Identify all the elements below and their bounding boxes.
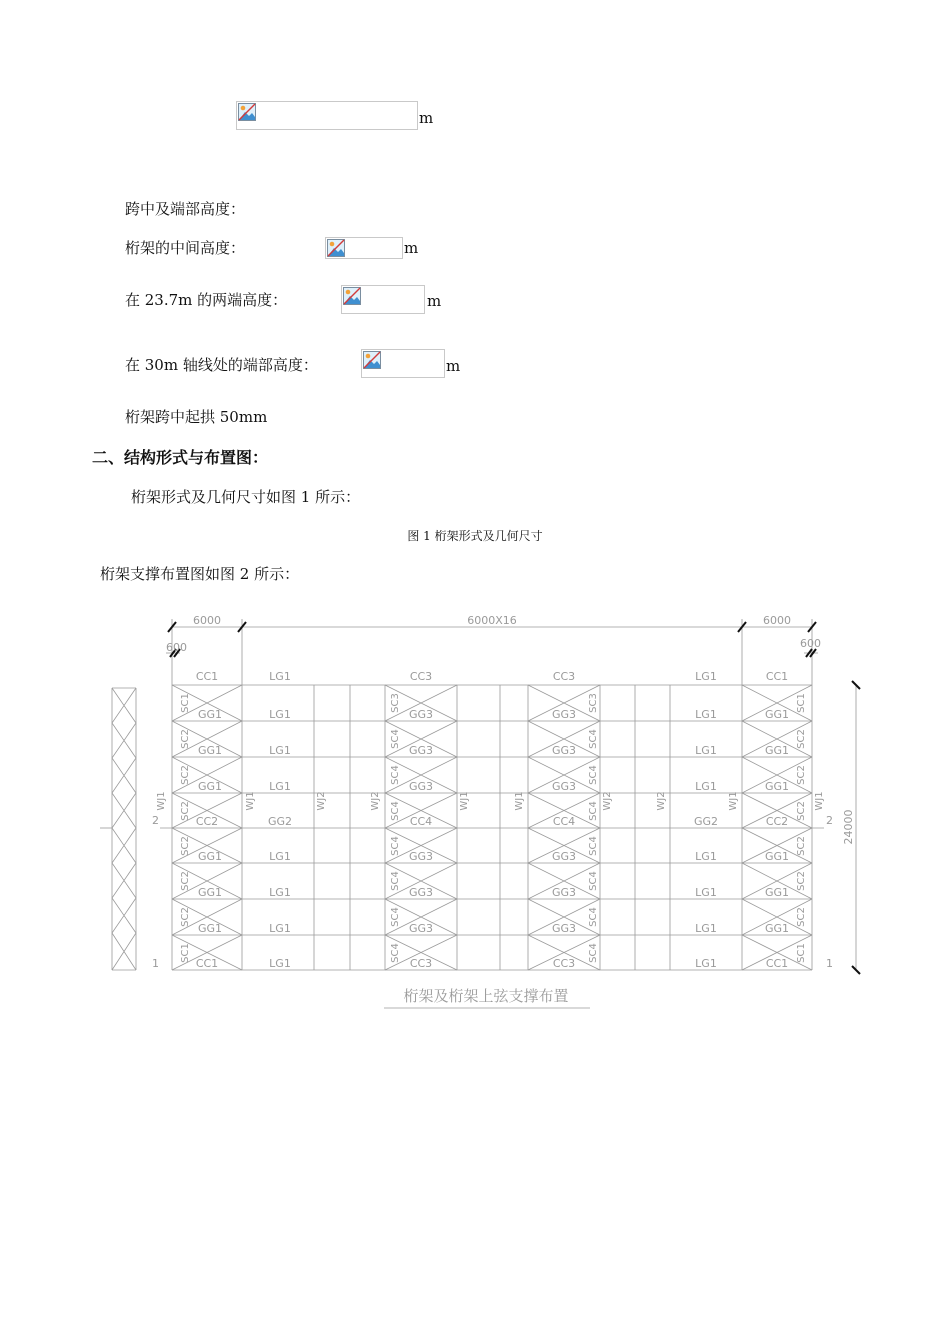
dim-small-right-text: 600 (800, 637, 821, 650)
heights-heading: 跨中及端部高度： (125, 200, 246, 218)
dim-right-text: 6000 (763, 614, 791, 627)
truss-label: WJ2 (602, 791, 613, 811)
side-label: SC2 (796, 729, 807, 749)
row-label: GG1 (197, 744, 223, 757)
bottom-label: CC1 (765, 957, 789, 970)
row-label: LG1 (695, 922, 717, 935)
side-label: SC4 (390, 943, 401, 963)
row-label: LG1 (269, 850, 291, 863)
dim-middle-text: 6000X16 (467, 614, 517, 627)
row-label: GG3 (551, 780, 577, 793)
side-label: SC4 (588, 907, 599, 927)
row-label: GG1 (764, 780, 790, 793)
truss-label: WJ2 (370, 791, 381, 811)
side-label: SC4 (390, 907, 401, 927)
top-label: CC3 (409, 670, 433, 683)
mid-label: GG2 (693, 815, 719, 828)
dim-small-left-text: 600 (166, 641, 187, 654)
side-label: SC4 (390, 871, 401, 891)
truss-label: WJ2 (656, 791, 667, 811)
side-label: SC4 (588, 871, 599, 891)
row-label: LG1 (269, 744, 291, 757)
side-label: SC1 (796, 943, 807, 963)
camber-text: 桁架跨中起拱 50mm (125, 408, 268, 426)
row-label: GG1 (764, 922, 790, 935)
row-label: GG3 (551, 744, 577, 757)
figure1-caption: 图 1 桁架形式及几何尺寸 (407, 529, 543, 543)
row-label: GG3 (408, 744, 434, 757)
side-label: SC2 (180, 765, 191, 785)
side-label: SC4 (390, 801, 401, 821)
side-label: SC3 (588, 693, 599, 713)
axis-2-right: 2 (826, 814, 833, 827)
row-label: GG1 (764, 886, 790, 899)
dim-vertical-text: 24000 (842, 809, 855, 845)
row-label: GG1 (197, 886, 223, 899)
row-label: GG3 (408, 850, 434, 863)
side-label: SC2 (180, 907, 191, 927)
mid-height-unit: m (404, 239, 419, 257)
side-label: SC2 (796, 836, 807, 856)
bottom-label: LG1 (695, 957, 717, 970)
end-height-23-label: 在 23.7m 的两端高度： (125, 291, 288, 309)
side-label: SC3 (390, 693, 401, 713)
truss-label: WJ1 (459, 791, 470, 811)
row-label: GG1 (197, 708, 223, 721)
side-label: SC2 (180, 801, 191, 821)
broken-image-icon (343, 287, 361, 305)
bottom-label: CC3 (409, 957, 433, 970)
end-height-30-image (361, 349, 445, 378)
mid-height-label: 桁架的中间高度： (125, 239, 246, 257)
mid-height-image (325, 237, 403, 259)
section-heading: 二、结构形式与布置图： (92, 448, 269, 467)
drawing-title: 桁架及桁架上弦支撑布置 (403, 987, 569, 1005)
row-label: LG1 (269, 708, 291, 721)
truss-label: WJ1 (156, 791, 167, 811)
bracing-layout-drawing (100, 605, 870, 1015)
row-label: LG1 (695, 780, 717, 793)
mid-label: CC4 (409, 815, 433, 828)
row-label: GG1 (764, 708, 790, 721)
truss-form-text: 桁架形式及几何尺寸如图 1 所示： (131, 488, 361, 506)
side-label: SC4 (390, 765, 401, 785)
row-label: GG3 (551, 922, 577, 935)
bottom-label: CC1 (195, 957, 219, 970)
side-label: SC4 (588, 765, 599, 785)
side-label: SC4 (588, 729, 599, 749)
truss-label: WJ1 (245, 791, 256, 811)
truss-label: WJ2 (316, 791, 327, 811)
row-label: LG1 (695, 886, 717, 899)
top-label: CC1 (765, 670, 789, 683)
row-label: GG3 (408, 708, 434, 721)
axis-1-left: 1 (152, 957, 159, 970)
row-label: GG1 (764, 744, 790, 757)
truss-label: WJ1 (728, 791, 739, 811)
side-label: SC1 (180, 943, 191, 963)
broken-image-icon (327, 239, 345, 257)
truss-label: WJ1 (514, 791, 525, 811)
mid-label: CC4 (552, 815, 576, 828)
bottom-label: LG1 (269, 957, 291, 970)
truss-label: WJ1 (814, 791, 825, 811)
top-label: CC1 (195, 670, 219, 683)
row-label: LG1 (695, 850, 717, 863)
side-label: SC2 (796, 765, 807, 785)
axis-2-left: 2 (152, 814, 159, 827)
end-height-23-unit: m (427, 292, 442, 310)
side-label: SC4 (588, 943, 599, 963)
unit-label: m (419, 109, 434, 127)
bottom-label: CC3 (552, 957, 576, 970)
end-height-23-image (341, 285, 425, 314)
row-label: GG3 (408, 780, 434, 793)
row-label: GG1 (764, 850, 790, 863)
side-label: SC4 (390, 836, 401, 856)
dim-left-text: 6000 (193, 614, 221, 627)
row-label: GG3 (551, 850, 577, 863)
row-label: GG3 (551, 886, 577, 899)
broken-image-icon (363, 351, 381, 369)
side-label: SC4 (588, 801, 599, 821)
side-label: SC2 (796, 907, 807, 927)
row-label: LG1 (695, 744, 717, 757)
row-label: GG3 (551, 708, 577, 721)
formula-image-span (236, 101, 418, 130)
row-label: GG1 (197, 922, 223, 935)
side-label: SC4 (588, 836, 599, 856)
row-label: LG1 (269, 886, 291, 899)
row-label: GG3 (408, 886, 434, 899)
end-height-30-label: 在 30m 轴线处的端部高度： (125, 356, 318, 374)
side-label: SC1 (180, 693, 191, 713)
mid-label: CC2 (195, 815, 219, 828)
row-label: GG1 (197, 780, 223, 793)
bracing-layout-svg (100, 605, 870, 1015)
side-label: SC2 (796, 871, 807, 891)
side-label: SC2 (180, 729, 191, 749)
row-label: LG1 (695, 708, 717, 721)
side-label: SC4 (390, 729, 401, 749)
mid-label: GG2 (267, 815, 293, 828)
top-label: LG1 (695, 670, 717, 683)
axis-1-right: 1 (826, 957, 833, 970)
side-label: SC2 (796, 801, 807, 821)
side-label: SC2 (180, 871, 191, 891)
side-label: SC2 (180, 836, 191, 856)
mid-label: CC2 (765, 815, 789, 828)
row-label: GG1 (197, 850, 223, 863)
top-label: LG1 (269, 670, 291, 683)
side-label: SC1 (796, 693, 807, 713)
row-label: GG3 (408, 922, 434, 935)
row-label: LG1 (269, 922, 291, 935)
end-height-30-unit: m (446, 357, 461, 375)
row-label: LG1 (269, 780, 291, 793)
top-label: CC3 (552, 670, 576, 683)
broken-image-icon (238, 103, 256, 121)
bracing-text: 桁架支撑布置图如图 2 所示： (100, 565, 300, 583)
